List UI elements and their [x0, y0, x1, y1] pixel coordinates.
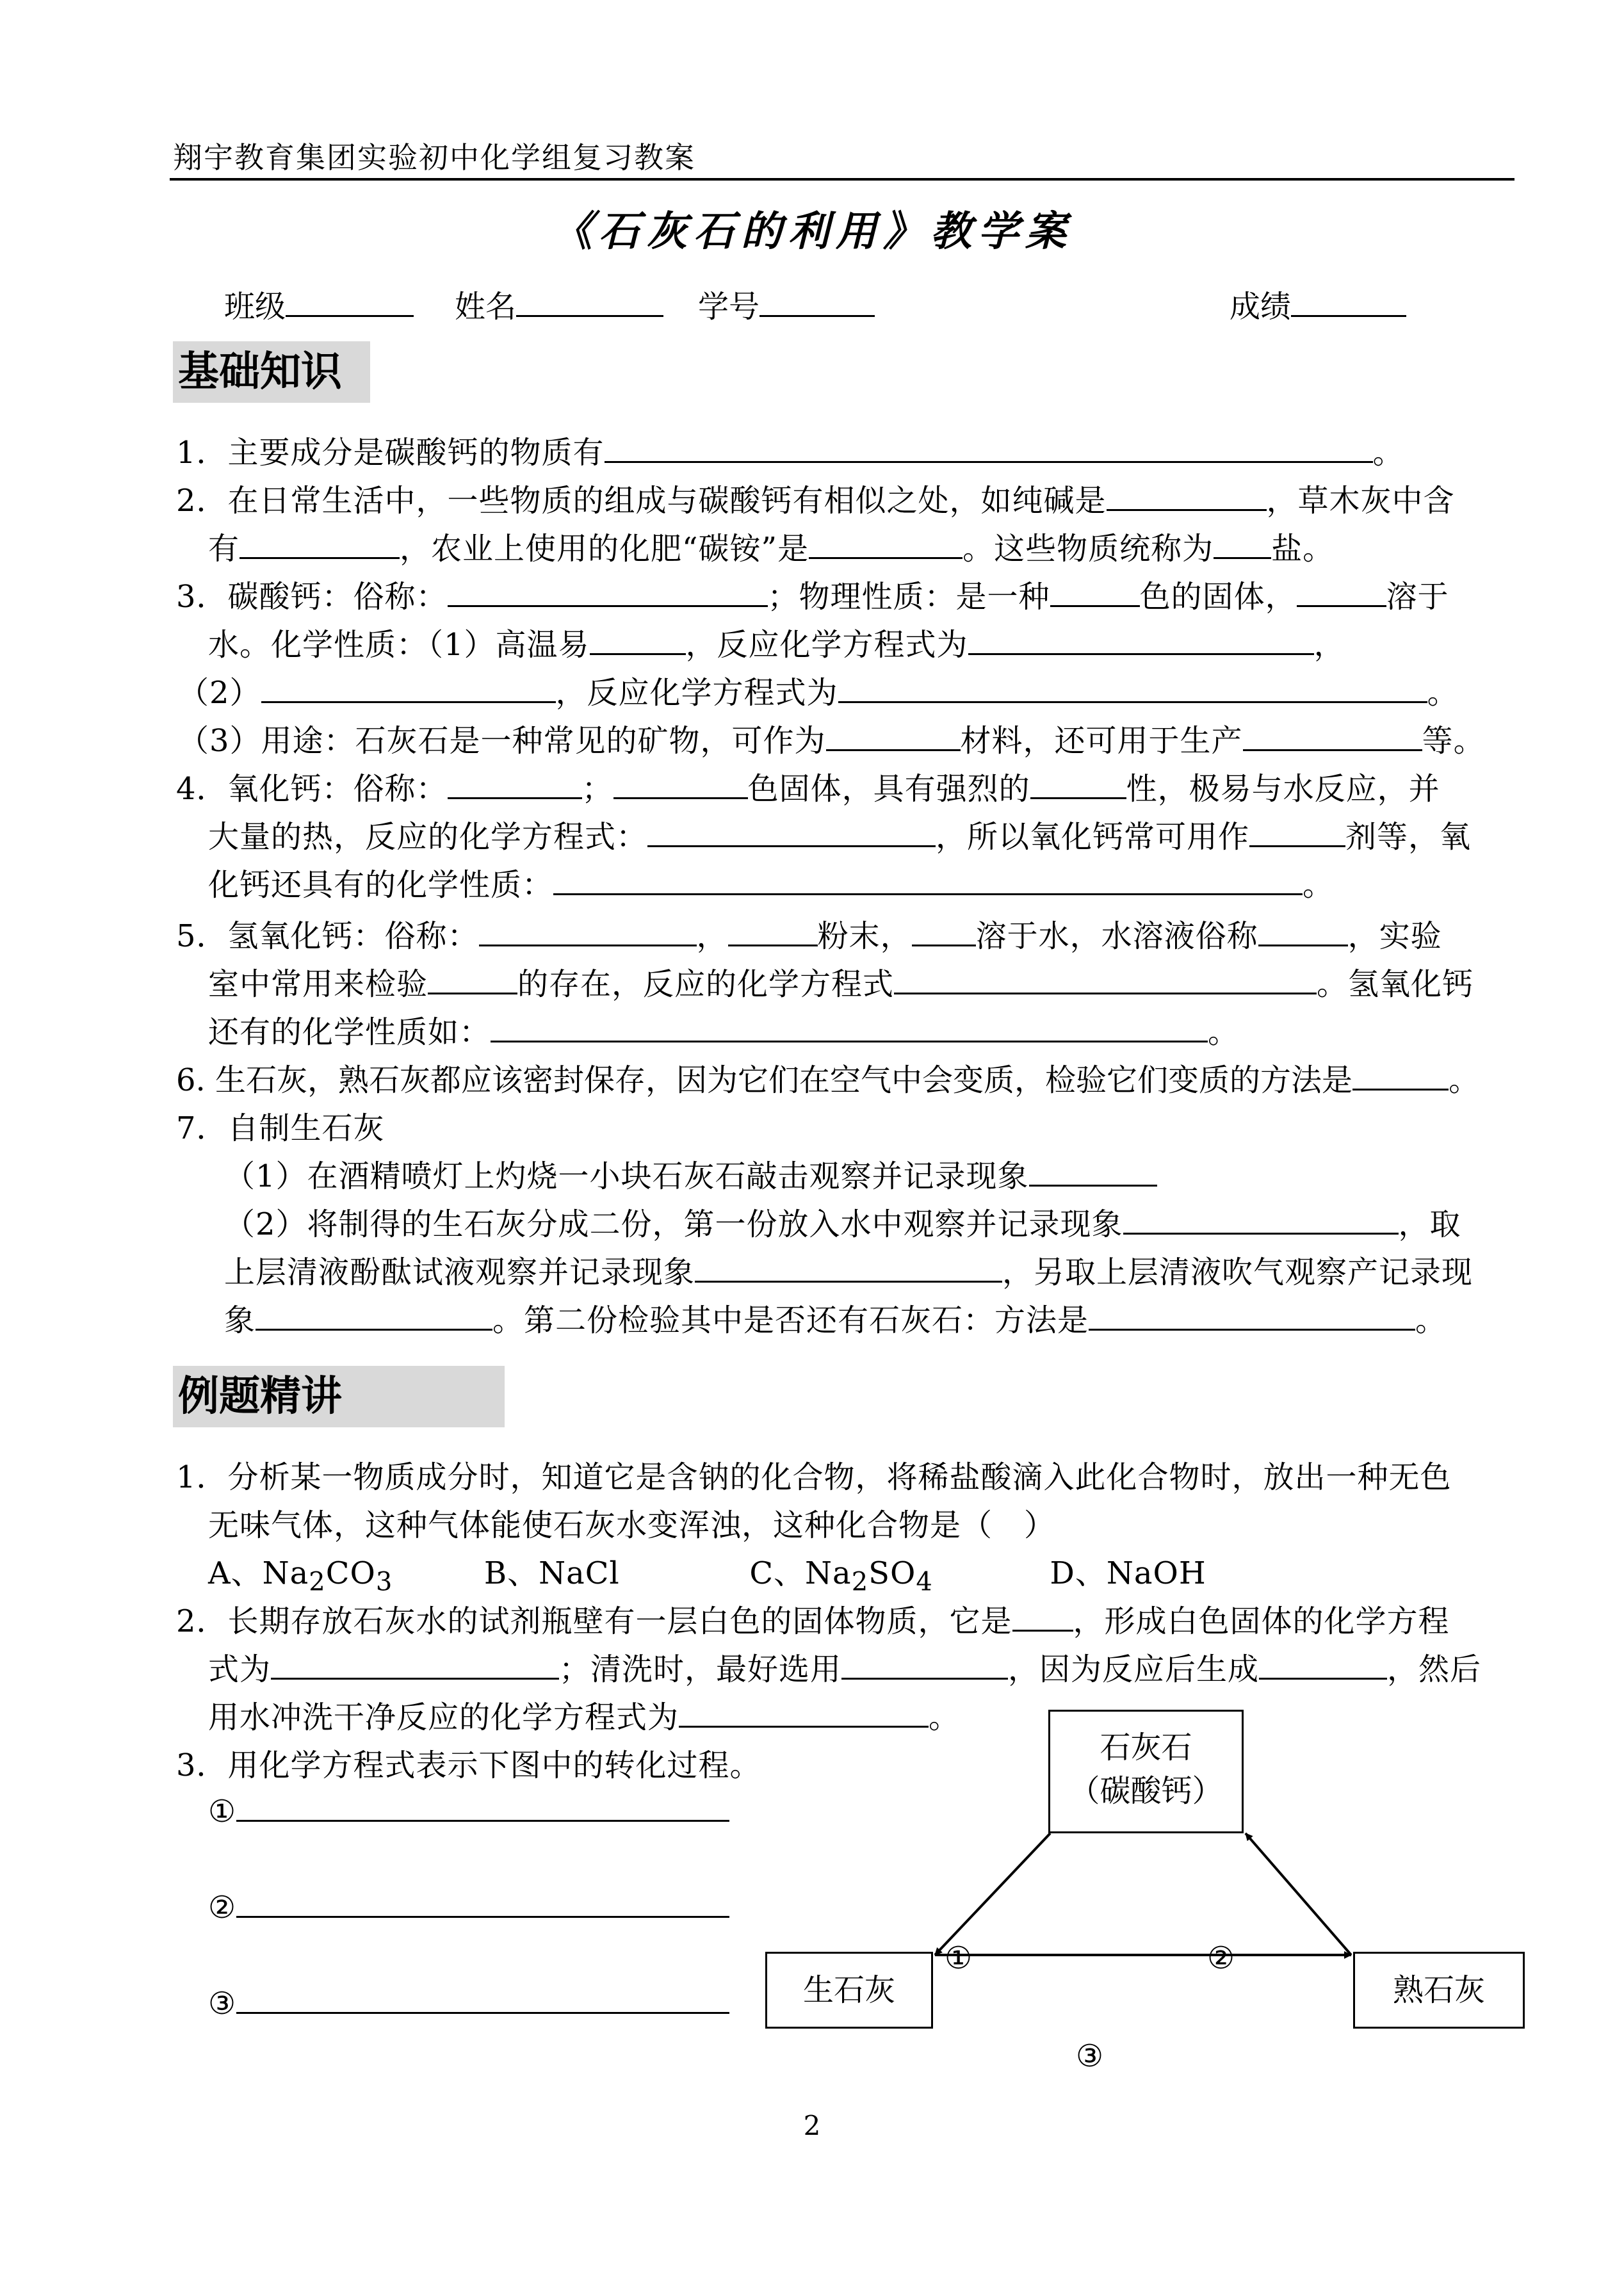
page-number: 2 [803, 2110, 821, 2141]
line-7: （3）用途：石灰石是一种常见的矿物，可作为 材料，还可用于生产 等。 [178, 716, 1485, 760]
score-label: 成绩 [1230, 289, 1292, 325]
line-13: 还有的化学性质如： 。 [208, 1007, 1239, 1051]
class-label: 班级 [224, 289, 286, 325]
diagram-label-1: ① [945, 1940, 973, 1976]
line-10: 化钙还具有的化学性质： 。 [208, 860, 1334, 904]
line-14: 6. 生石灰，熟石灰都应该密封保存，因为它们在空气中会变质，检验它们变质的方法是 。 [176, 1055, 1479, 1099]
document-header: 翔宇教育集团实验初中化学组复习教案 [173, 140, 695, 175]
q2-line-1: 2．长期存放石灰水的试剂瓶壁有一层白色的固体物质，它是 ，形成白色固体的化学方程 [176, 1596, 1450, 1641]
line-3: 有 ，农业上使用的化肥“碳铵”是 。这些物质统称为 盐。 [208, 524, 1334, 568]
arrow-limestone-to-quicklime [935, 1833, 1050, 1955]
q3-answer-2: ② [208, 1888, 729, 1926]
q3-text: 3．用化学方程式表示下图中的转化过程。 [176, 1748, 761, 1783]
line-6: （2） ，反应化学方程式为 。 [178, 668, 1459, 712]
option-c[interactable]: C、$Na_2SO_4$ [749, 1555, 933, 1597]
line-1: 1．主要成分是碳酸钙的物质有 。 [176, 428, 1404, 472]
diagram-label-3: ③ [1076, 2038, 1105, 2074]
quicklime-box: 生石灰 [765, 1952, 933, 2029]
page-title: 《石灰石的利用》教学案 [551, 207, 1073, 255]
section-heading-examples: 例题精讲 [173, 1366, 505, 1427]
q1-line-2: 无味气体，这种气体能使石灰水变浑浊，这种化合物是（ ） [208, 1507, 1056, 1543]
number-label: 学号 [698, 289, 760, 325]
line-15: 7．自制生石灰 [176, 1110, 385, 1146]
q1-line-1: 1．分析某一物质成分时，知道它是含钠的化合物，将稀盐酸滴入此化合物时，放出一种无色 [176, 1459, 1452, 1495]
limestone-label: 石灰石 [1100, 1730, 1192, 1765]
line-17: （2）将制得的生石灰分成二份，第一份放入水中观察并记录现象 ，取 [224, 1199, 1461, 1244]
q3-answer-3: ③ [208, 1984, 729, 2022]
line-18: 上层清液酚酞试液观察并记录现象 ，另取上层清液吹气观察产记录现 [224, 1247, 1473, 1292]
q2-line-3: 用水冲洗干净反应的化学方程式为 。 [208, 1692, 960, 1737]
slaked-lime-box: 熟石灰 [1353, 1952, 1525, 2029]
option-d[interactable]: D、NaOH [1050, 1555, 1206, 1591]
line-11: 5．氢氧化钙：俗称： ， 粉末， 溶于水，水溶液俗称 ，实验 [176, 911, 1442, 955]
diagram-label-2: ② [1207, 1940, 1236, 1976]
arrow-slaked-lime-to-limestone [1246, 1833, 1351, 1955]
line-9: 大量的热，反应的化学方程式： ，所以氧化钙常可用作 剂等，氧 [208, 812, 1471, 856]
line-5: 水。化学性质：（1）高温易 ，反应化学方程式为 ， [208, 620, 1345, 664]
option-b[interactable]: B、NaCl [483, 1555, 620, 1591]
limestone-box [1048, 1710, 1244, 1833]
calcium-carbonate-label: （碳酸钙） [1069, 1773, 1223, 1809]
line-19: 象 。第二份检验其中是否还有石灰石：方法是 。 [224, 1295, 1447, 1340]
line-4: 3．碳酸钙：俗称： ；物理性质：是一种 色的固体， 溶于 [176, 572, 1449, 616]
line-12: 室中常用来检验 的存在，反应的化学方程式 。氢氧化钙 [208, 959, 1474, 1003]
name-label: 姓名 [455, 289, 517, 325]
option-a[interactable]: A、$Na_2CO_3$ [208, 1555, 393, 1597]
line-16: （1）在酒精喷灯上灼烧一小块石灰石敲击观察并记录现象 [224, 1151, 1157, 1196]
q3-answer-1: ① [208, 1792, 729, 1829]
q2-line-2: 式为 ；清洗时，最好选用 ，因为反应后生成 ，然后 [208, 1644, 1481, 1689]
line-8: 4．氧化钙：俗称： ； 色固体，具有强烈的 性，极易与水反应，并 [176, 764, 1440, 808]
line-2: 2．在日常生活中，一些物质的组成与碳酸钙有相似之处，如纯碱是 ，草木灰中含 [176, 476, 1455, 520]
section-heading-basics: 基础知识 [173, 341, 370, 403]
